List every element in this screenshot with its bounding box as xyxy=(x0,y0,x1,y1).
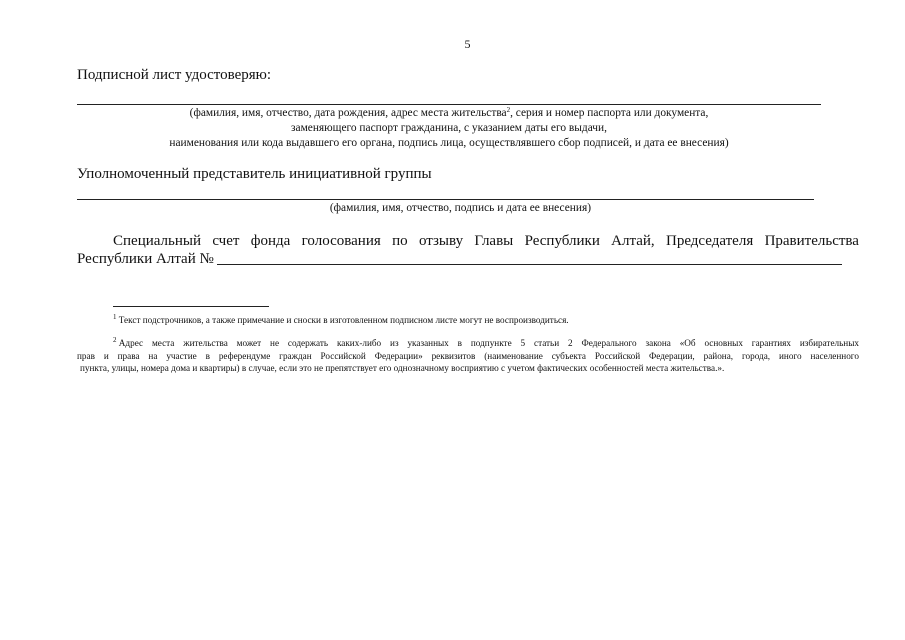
word: Алтай, xyxy=(611,233,655,249)
word: основных xyxy=(704,338,743,348)
footnote-2-line-3: пункта, улицы, номера дома и квартиры) в случае, если это не препятствует его однозначному восприятию с учетом фактических особенностей места жительства.». xyxy=(80,363,725,373)
word: города, xyxy=(742,350,771,361)
word: 2 xyxy=(568,338,573,348)
footnote-ref-2: 2 xyxy=(506,106,511,114)
word: граждан xyxy=(279,350,312,361)
word: населенного xyxy=(810,350,859,361)
footnote-1-mark: 1 xyxy=(113,313,117,321)
word: жительства xyxy=(183,338,228,348)
word: счет xyxy=(212,233,240,249)
word: (наименование xyxy=(484,350,543,361)
representative-signature-line xyxy=(77,199,814,200)
word: каких-либо xyxy=(336,338,382,348)
footnote-2-line-1 xyxy=(77,337,859,350)
word: и xyxy=(103,350,109,361)
word: Федерального xyxy=(581,338,637,348)
certification-caption-line-2: заменяющего паспорт гражданина, с указанием даты его выдачи, xyxy=(291,122,607,134)
word: Главы xyxy=(474,233,514,249)
word: Председателя xyxy=(666,233,754,249)
word: указанных xyxy=(407,338,449,348)
page-number: 5 xyxy=(464,37,471,51)
certification-caption-line-3: наименования или кода выдавшего его органа, подпись лица, осуществлявшего сбор подписей, и дата ее внесения) xyxy=(169,137,729,149)
representative-caption: (фамилия, имя, отчество, подпись и дата ее внесения) xyxy=(329,202,591,214)
word: Федерации» xyxy=(374,350,423,361)
word: закона xyxy=(645,338,671,348)
account-paragraph-line-2: Республики Алтай № xyxy=(77,251,214,267)
word: участие xyxy=(166,350,197,361)
word: Федерации, xyxy=(649,350,695,361)
word: не xyxy=(270,338,280,348)
word: «Об xyxy=(679,338,696,348)
word: по xyxy=(392,233,408,249)
word: в xyxy=(205,350,210,361)
word: Российской xyxy=(320,350,366,361)
certification-caption-line-1 xyxy=(77,106,821,121)
certification-caption xyxy=(77,106,821,151)
word: места xyxy=(151,338,175,348)
account-paragraph-line-1 xyxy=(113,233,859,250)
word: прав xyxy=(77,350,95,361)
word: содержать xyxy=(287,338,329,348)
word: Российской xyxy=(594,350,641,361)
word: Адрес xyxy=(118,338,144,348)
representative-heading: Уполномоченный представитель инициативной группы xyxy=(77,166,432,182)
word: иного xyxy=(779,350,802,361)
word: района, xyxy=(703,350,734,361)
certification-heading: Подписной лист удостоверяю: xyxy=(77,67,272,83)
word: на xyxy=(148,350,158,361)
word: Правительства xyxy=(764,233,859,249)
word: голосования xyxy=(301,233,381,249)
footnote-2-mark: 2 xyxy=(113,336,117,344)
word: в xyxy=(457,338,462,348)
footnote-1-text: Текст подстрочников, а также примечание и сноски в изготовленном подписном листе могут не воспроизводиться. xyxy=(118,315,569,325)
certification-caption-text-a: (фамилия, имя, отчество, дата рождения, адрес места жительства xyxy=(189,107,507,119)
word: права xyxy=(117,350,140,361)
word: 5 xyxy=(520,338,526,348)
word: избирательных xyxy=(799,338,859,348)
word: Республики xyxy=(524,233,600,249)
footnote-separator xyxy=(113,306,269,307)
footnote-2 xyxy=(77,337,859,375)
word: реквизитов xyxy=(431,350,476,361)
footnote-2-mark-wrap xyxy=(113,337,143,350)
footnote-2-line-2 xyxy=(77,350,859,363)
word: Специальный xyxy=(113,233,201,249)
word: фонда xyxy=(250,233,291,249)
word: субъекта xyxy=(551,350,586,361)
account-number-line xyxy=(217,264,842,265)
word: подпункте xyxy=(470,338,512,348)
word: отзыву xyxy=(418,233,464,249)
certification-caption-text-b: , серия и номер паспорта или документа, xyxy=(510,107,709,119)
footnote-1 xyxy=(113,314,569,327)
word: может xyxy=(236,338,262,348)
word: референдуме xyxy=(218,350,271,361)
word: из xyxy=(390,338,399,348)
word: гарантиях xyxy=(751,338,791,348)
word: статьи xyxy=(534,338,560,348)
certification-signature-line xyxy=(77,104,821,105)
